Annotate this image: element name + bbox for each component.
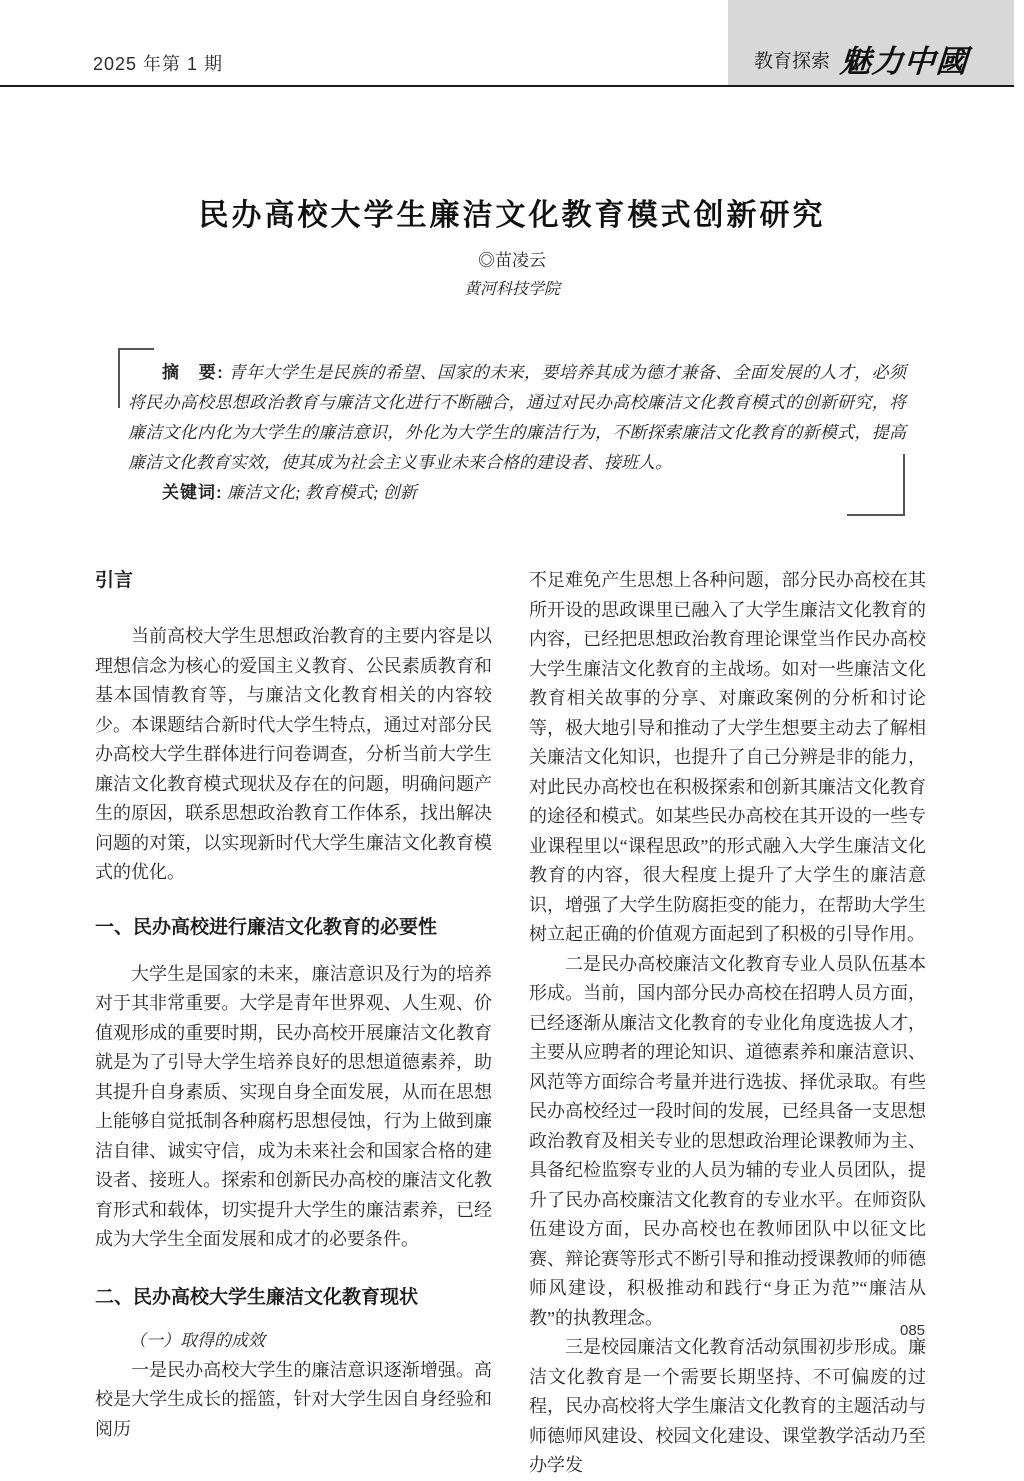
paragraph-third-point: 三是校园廉洁文化教育活动氛围初步形成。廉洁文化教育是一个需要长期坚持、不可偏废的过程，民办高校将大学生廉洁文化教育的主题活动与师德师风建设、校园文化建设、课堂教学活动乃至办学发 — [529, 1337, 926, 1475]
abstract-block — [128, 358, 906, 508]
paragraph-second-point: 二是民办高校廉洁文化教育专业人员队伍基本形成。当前，国内部分民办高校在招聘人员方面，已经逐渐从廉洁文化教育的专业化角度选拔人才，主要从应聘者的理论知识、道德素养和廉洁意识、风范等方面综合考量并进行选拔、择优录取。有些民办高校经过一段时间的发展，已经具备一支思想政治教育及相关专业的思想政治理论课教师为主、具备纪检监察专业的人员为辅的专业人员团队，提升了民办高校廉洁文化教育的专业水平。在师资队伍建设方面，民办高校也在教师团队中以征文比赛、辩论赛等形式不断引导和推动授课教师的师德师风建设，积极推动和践行“身正为范”“廉洁从教”的执教理念。 — [529, 953, 926, 1328]
keywords-line — [128, 478, 906, 508]
keywords-label: 关键词: — [162, 483, 223, 502]
paragraph-introduction: 当前高校大学生思想政治教育的主要内容是以理想信念为核心的爱国主义教育、公民素质教育和基本国情教育等，与廉洁文化教育相关的内容较少。本课题结合新时代大学生特点，通过对部分民办高校大学生群体进行问卷调查，分析当前大学生廉洁文化教育模式现状及存在的问题，明确问题产生的原因，联系思想政治教育工作体系，找出解决问题的对策，以实现新时代大学生廉洁文化教育模式的优化。 — [95, 626, 492, 882]
journal-logo: 魅力中國 — [838, 44, 970, 79]
abstract-paragraph — [128, 358, 906, 478]
header-rule — [0, 85, 1014, 87]
paragraph-section-two-start: 一是民办高校大学生的廉洁意识逐渐增强。高校是大学生成长的摇篮，针对大学生因自身经验和阅历 — [95, 1359, 492, 1439]
subheading-achievements: （一）取得的成效 — [129, 1330, 265, 1350]
keywords-text: 廉洁文化; 教育模式; 创新 — [226, 483, 417, 502]
heading-section-one: 一、民办高校进行廉洁文化教育的必要性 — [95, 916, 438, 938]
paragraph-section-one: 大学生是国家的未来，廉洁意识及行为的培养对于其非常重要。大学是青年世界观、人生观、价值观形成的重要时期，民办高校开展廉洁文化教育就是为了引导大学生培养良好的思想道德素养，助其提升自身素质、实现自身全面发展，从而在思想上能够自觉抵制各种腐朽思想侵蚀，行为上做到廉洁自律、诚实守信，成为未来社会和国家合格的建设者、接班人。探索和创新民办高校的廉洁文化教育形式和载体，切实提升大学生的廉洁素养，已经成为大学生全面发展和成才的必要条件。 — [95, 963, 492, 1249]
body-column-right — [529, 566, 926, 1481]
article-title: 民办高校大学生廉洁文化教育模式创新研究 — [198, 199, 826, 232]
issue-label: 2025 年第 1 期 — [93, 54, 224, 74]
journal-masthead — [728, 0, 1014, 85]
page-number: 085 — [900, 1322, 926, 1339]
article-affiliation: 黄河科技学院 — [463, 281, 560, 298]
body-column-left — [95, 566, 492, 1444]
article-author: ◎苗凌云 — [478, 251, 546, 270]
abstract-text: 青年大学生是民族的希望、国家的未来，要培养其成为德才兼备、全面发展的人才，必须将民办高校思想政治教育与廉洁文化进行不断融合，通过对民办高校廉洁文化教育模式的创新研究，将廉洁文化内化为大学生的廉洁意识，外化为大学生的廉洁行为，不断探索廉洁文化教育的新模式，提高廉洁文化教育实效，使其成为社会主义事业未来合格的建设者、接班人。 — [128, 363, 906, 472]
section-name: 教育探索 — [754, 51, 831, 72]
heading-introduction: 引言 — [95, 570, 134, 591]
abstract-label: 摘 要: — [162, 363, 224, 382]
heading-section-two: 二、民办高校大学生廉洁文化教育现状 — [95, 1286, 419, 1308]
paragraph-continuation: 不足难免产生思想上各种问题，部分民办高校在其所开设的思政课里已融入了大学生廉洁文化教育的内容，已经把思想政治教育理论课堂当作民办高校大学生廉洁文化教育的主战场。如对一些廉洁文化教育相关故事的分享、对廉政案例的分析和讨论等，极大地引导和推动了大学生想要主动去了解相关廉洁文化知识，也提升了自己分辨是非的能力，对此民办高校也在积极探索和创新其廉洁文化教育的途径和模式。如某些民办高校在其开设的一些专业课程里以“课程思政”的形式融入大学生廉洁文化教育的内容，很大程度上提升了大学生的廉洁意识，增强了大学生防腐拒变的能力，在帮助大学生树立起正确的价值观方面起到了积极的引导作用。 — [529, 570, 926, 944]
